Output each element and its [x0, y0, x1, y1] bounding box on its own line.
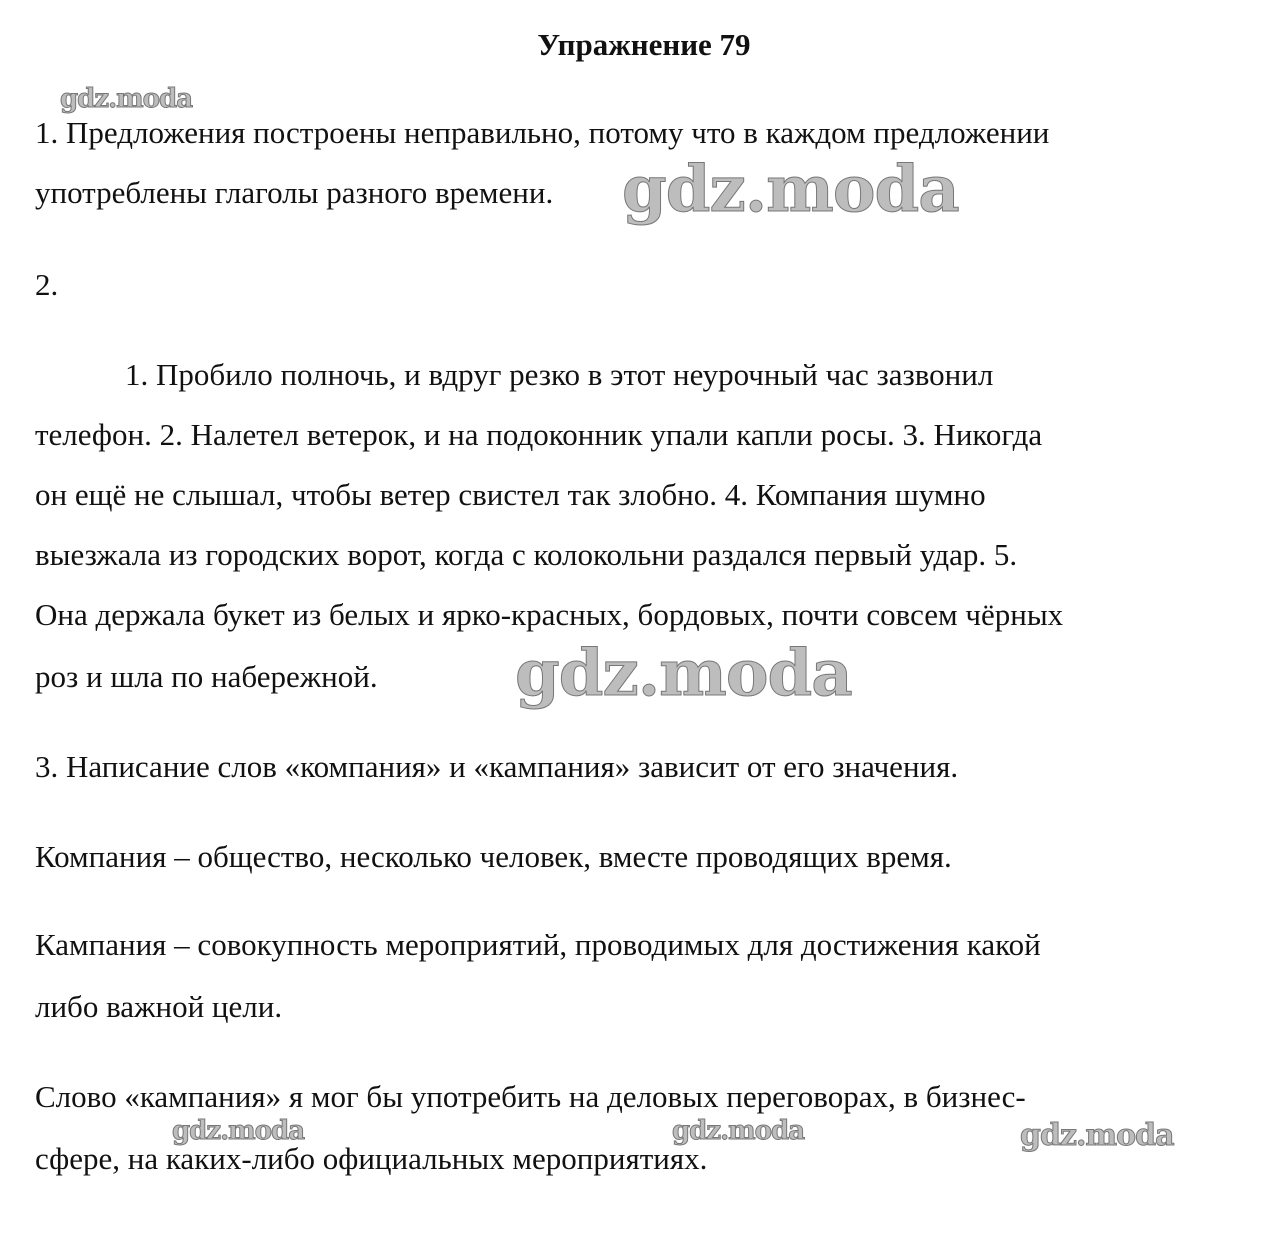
definition-campaign: Кампания – совокупность мероприятий, проводимых для достижения какой	[35, 927, 1041, 962]
watermark: gdz.moda	[172, 1116, 305, 1146]
text-line: сфере, на каких-либо официальных мероприятиях.	[35, 1141, 708, 1176]
text-line: 3. Написание слов «компания» и «кампания» зависит от его значения.	[35, 749, 959, 784]
text-line: телефон. 2. Налетел ветерок, и на подоконник упали капли росы. 3. Никогда	[35, 417, 1043, 452]
watermark: gdz.moda	[1020, 1118, 1174, 1153]
text-line: 1. Пробило полночь, и вдруг резко в этот неурочный час зазвонил	[125, 357, 994, 392]
text-line: Она держала букет из белых и ярко-красных, бордовых, почти совсем чёрных	[35, 597, 1064, 632]
definition-company: Компания – общество, несколько человек, вместе проводящих время.	[35, 839, 952, 874]
watermark: gdz.moda	[515, 636, 852, 711]
section-number: 2.	[35, 267, 59, 302]
exercise-title: Упражнение 79	[537, 27, 751, 62]
text-line: 1. Предложения построены неправильно, потому что в каждом предложении	[35, 115, 1050, 150]
watermark: gdz.moda	[60, 84, 193, 114]
text-line: он ещё не слышал, чтобы ветер свистел так злобно. 4. Компания шумно	[35, 477, 986, 512]
watermark: gdz.moda	[672, 1116, 805, 1146]
text-line: роз и шла по набережной.	[35, 659, 378, 694]
watermark: gdz.moda	[622, 152, 959, 227]
text-line: употреблены глаголы разного времени.	[35, 175, 554, 210]
text-line: выезжала из городских ворот, когда с колокольни раздался первый удар. 5.	[35, 537, 1018, 572]
definition-campaign: либо важной цели.	[35, 989, 283, 1024]
text-line: Слово «кампания» я мог бы употребить на деловых переговорах, в бизнес-	[35, 1079, 1026, 1114]
